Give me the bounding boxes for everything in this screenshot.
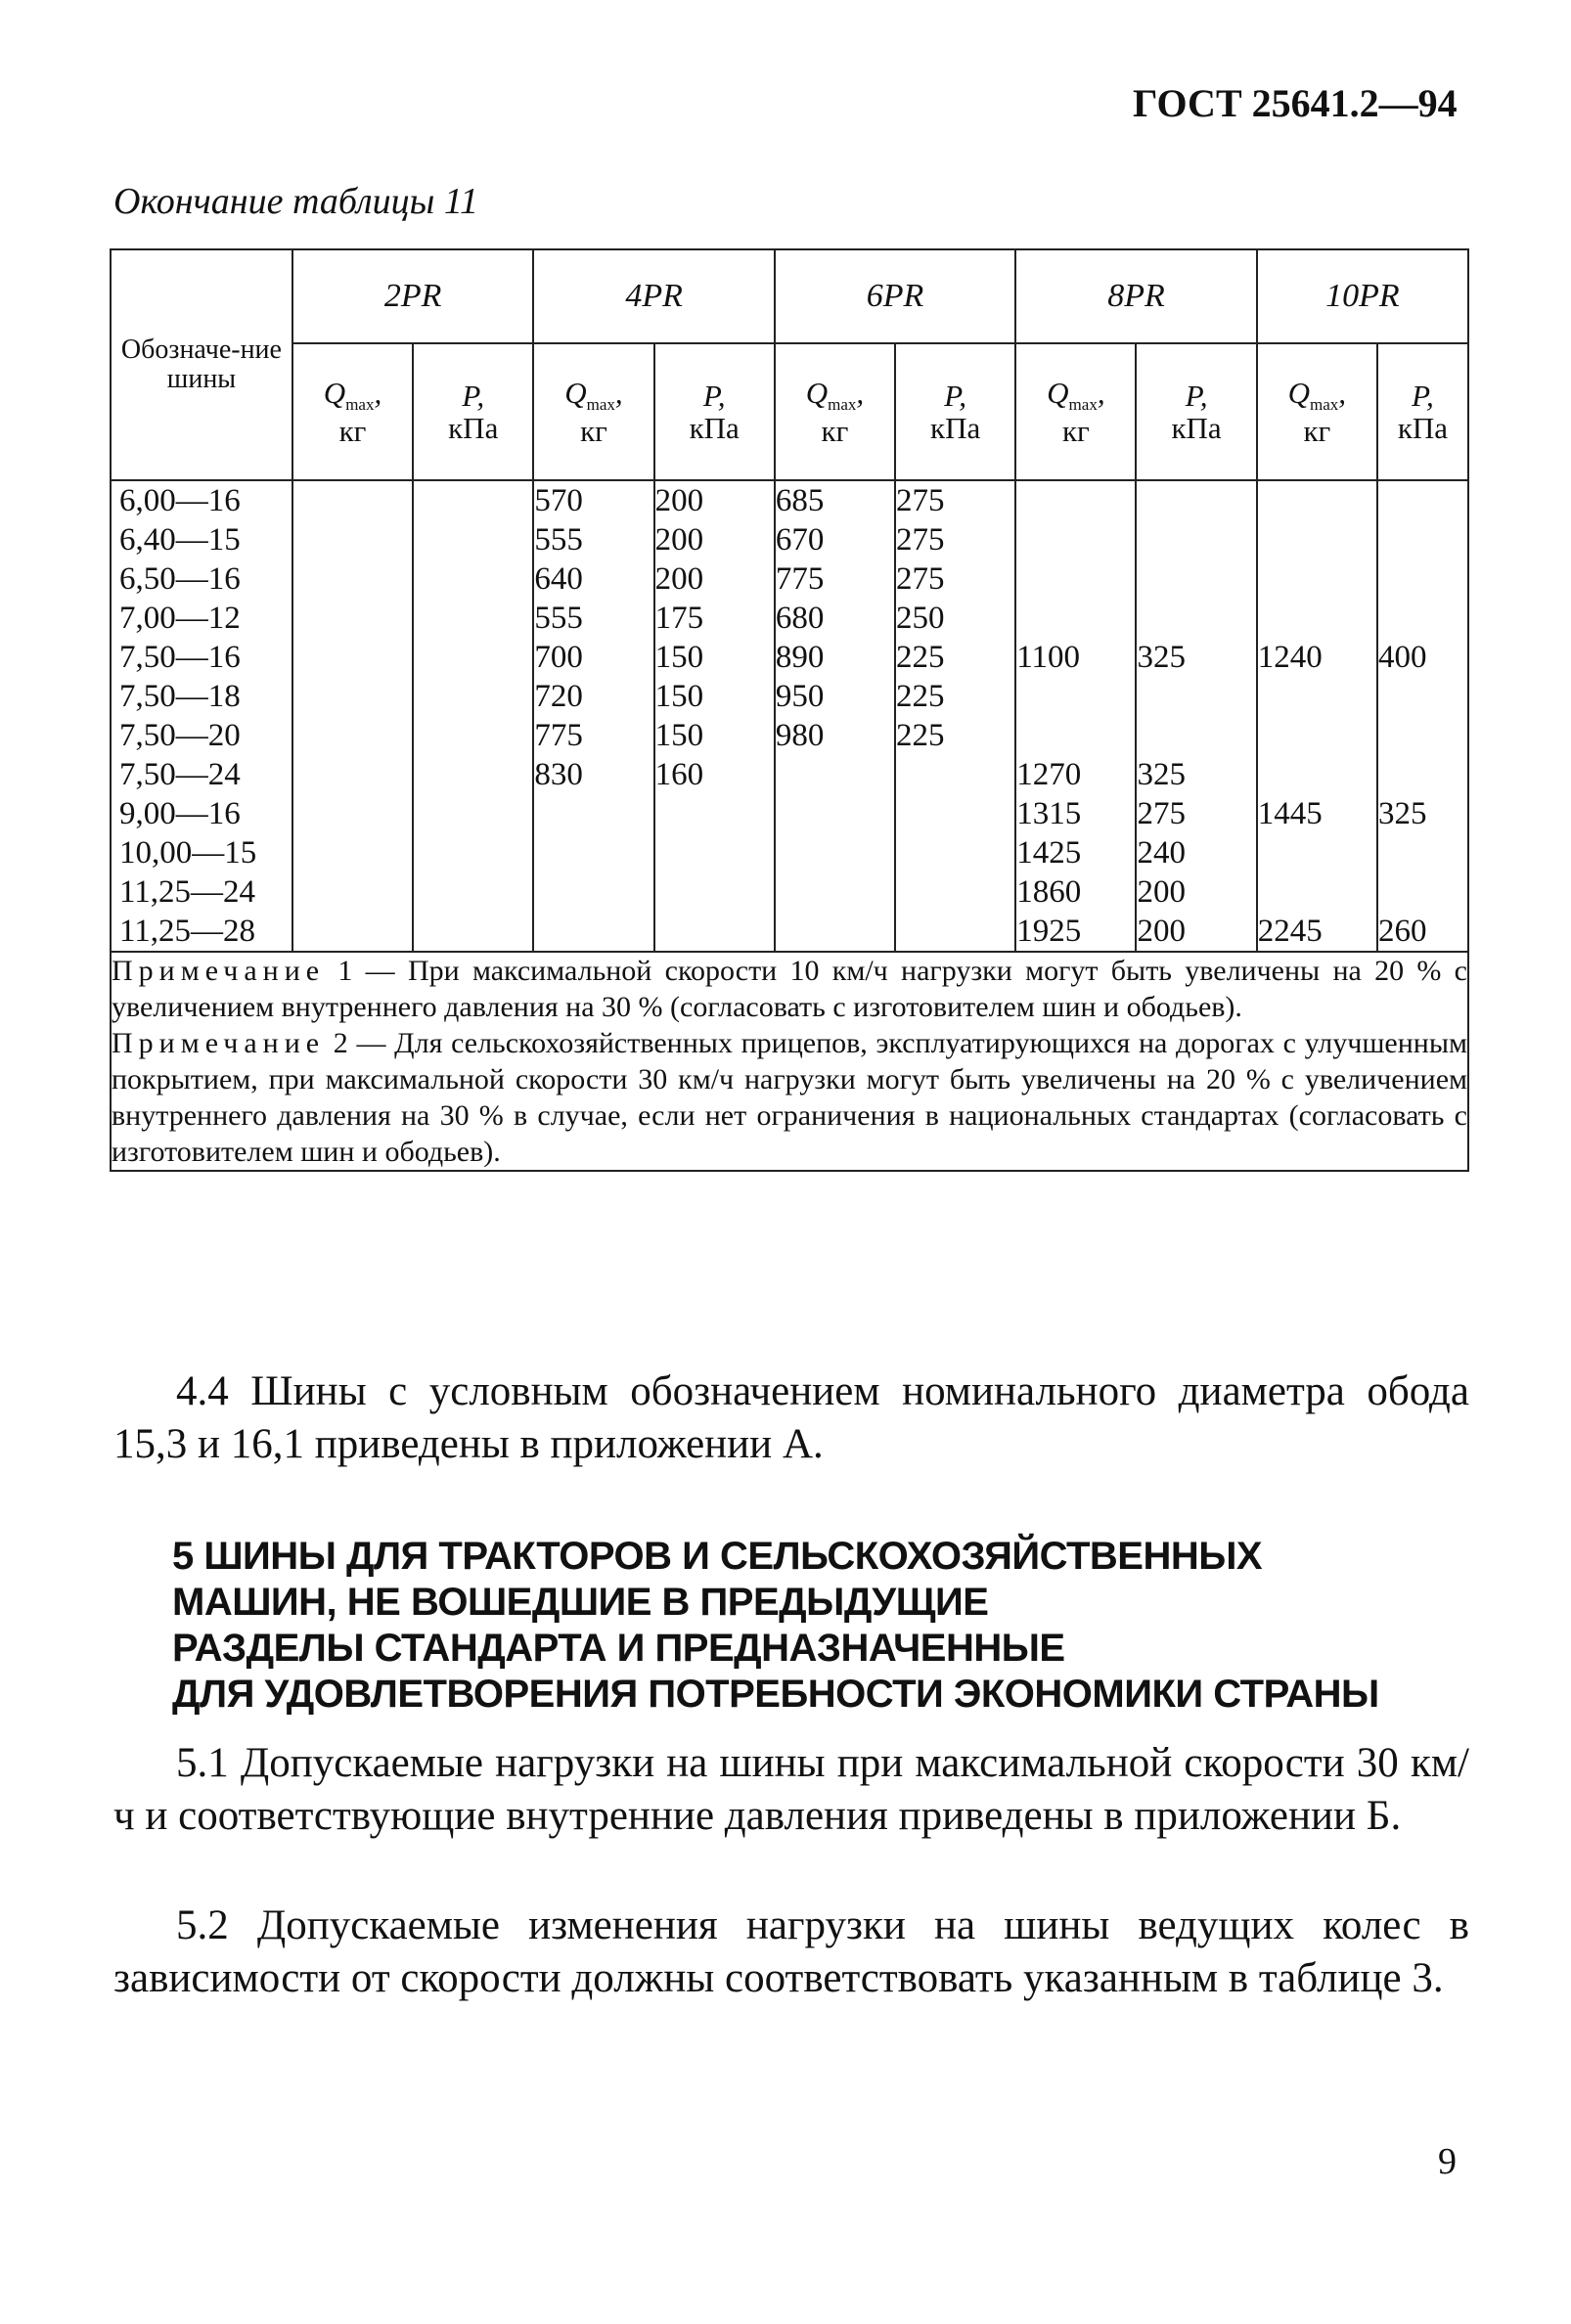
pressure-header: [1377, 343, 1468, 480]
load-cell: [1258, 755, 1376, 794]
tire-designation-cell: 6,00—16: [119, 483, 241, 518]
pressure-cell: [655, 872, 774, 912]
load-cell: [534, 833, 652, 872]
load-cell: 775: [775, 561, 825, 597]
load-cell: [1258, 833, 1376, 872]
pressure-cell: [1137, 520, 1255, 559]
pressure-header: [413, 343, 533, 480]
load-cell: 1425: [1016, 835, 1082, 871]
q-max-header: $Q_{max}$, кг: [775, 343, 895, 480]
pressure-cell: [1137, 599, 1255, 638]
pressure-cell: [1137, 716, 1255, 755]
note-1-label: Примечание: [112, 955, 326, 987]
pressure-cell: 225: [896, 718, 945, 753]
pressure-cell: 325: [1137, 757, 1186, 792]
section-heading-line: 5 ШИНЫ ДЛЯ ТРАКТОРОВ И СЕЛЬСКОХОЗЯЙСТВЕННЫХ: [172, 1535, 1263, 1578]
p-symbol: P,: [702, 378, 726, 413]
load-cell: [293, 520, 412, 559]
load-column: [775, 480, 895, 952]
table-caption: Окончание таблицы 11: [113, 181, 479, 222]
q-unit: кг: [580, 413, 607, 448]
load-cell: [1258, 599, 1376, 638]
load-cell: [776, 872, 894, 912]
load-cell: [534, 872, 652, 912]
pressure-cell: [655, 833, 774, 872]
load-cell: 1445: [1257, 796, 1323, 831]
q-symbol: Q: [1287, 375, 1310, 410]
load-cell: [1016, 677, 1135, 716]
pressure-cell: [896, 872, 1014, 912]
load-cell: [293, 677, 412, 716]
pressure-cell: 225: [896, 640, 945, 675]
pressure-column: [654, 480, 775, 952]
q-max-header: $Q_{max}$, кг: [292, 343, 413, 480]
note-1-text: 1 — При максимальной скорости 10 км/ч нагрузки могут быть увеличены на 20 % с увеличением внутреннего давления на 30 % (согласовать с изготовителем шин и ободьев).: [112, 955, 1467, 1023]
load-cell: 640: [534, 561, 583, 597]
q-subscript: max: [828, 395, 857, 415]
table-header-groups: [111, 249, 1468, 343]
load-cell: 1240: [1257, 640, 1323, 675]
paragraph-5-2: [113, 1899, 1469, 2005]
tire-designation-cell: 11,25—24: [119, 874, 256, 910]
p-unit: кПа: [1397, 411, 1449, 445]
load-cell: 720: [534, 679, 583, 714]
group-header-4pr: 4PR: [533, 249, 774, 343]
q-unit: кг: [1303, 413, 1331, 448]
pressure-cell: [414, 833, 532, 872]
pressure-column: [1136, 480, 1256, 952]
load-cell: [293, 833, 412, 872]
pressure-cell: [1378, 520, 1467, 559]
table-notes: [111, 952, 1468, 1171]
load-cell: 2245: [1257, 914, 1323, 949]
load-cell: 890: [775, 640, 825, 675]
load-cell: [1258, 481, 1376, 520]
load-cell: 1315: [1016, 796, 1082, 831]
load-cell: [776, 833, 894, 872]
p-symbol: P,: [944, 378, 966, 413]
p-unit: кПа: [1171, 411, 1222, 445]
p-symbol: P,: [462, 378, 485, 413]
section-heading-line: ДЛЯ УДОВЛЕТВОРЕНИЯ ПОТРЕБНОСТИ ЭКОНОМИКИ СТРАНЫ: [172, 1673, 1379, 1716]
pressure-header: [654, 343, 775, 480]
load-column: [1257, 480, 1377, 952]
table-data-block: [111, 480, 1468, 952]
q-unit: кг: [338, 413, 367, 448]
q-max-header: $Q_{max}$, кг: [1015, 343, 1136, 480]
pressure-cell: [414, 794, 532, 833]
q-subscript: max: [1310, 395, 1339, 415]
pressure-cell: [1378, 677, 1467, 716]
pressure-cell: [414, 677, 532, 716]
load-cell: 950: [775, 679, 825, 714]
pressure-cell: 200: [1137, 914, 1186, 949]
load-column: [533, 480, 653, 952]
pressure-column: [1377, 480, 1468, 952]
load-cell: [1016, 520, 1135, 559]
q-symbol: Q: [564, 375, 587, 410]
pressure-cell: [896, 912, 1014, 951]
load-cell: [293, 481, 412, 520]
q-symbol: Q: [805, 375, 829, 410]
pressure-cell: [414, 559, 532, 599]
tire-load-table: [110, 248, 1469, 1172]
paragraph-5-2-text: 5.2 Допускаемые изменения нагрузки на шины ведущих колес в зависимости от скорости должны соответствовать указанным в таблице 3.: [113, 1902, 1469, 2001]
section-heading-line: МАШИН, НЕ ВОШЕДШИЕ В ПРЕДЫДУЩИЕ: [172, 1581, 989, 1624]
pressure-cell: 275: [1137, 796, 1186, 831]
pressure-cell: 175: [654, 601, 704, 636]
load-cell: [293, 872, 412, 912]
group-header-8pr: 8PR: [1015, 249, 1256, 343]
q-subscript: max: [586, 395, 615, 415]
pressure-cell: [1378, 599, 1467, 638]
pressure-cell: [896, 794, 1014, 833]
tire-designation-column: [111, 480, 292, 952]
pressure-cell: [655, 794, 774, 833]
table-notes-row: [111, 952, 1468, 1171]
load-cell: 1100: [1016, 640, 1081, 675]
pressure-cell: 150: [654, 718, 704, 753]
p-symbol: P,: [1412, 378, 1434, 413]
q-unit: кг: [821, 413, 849, 448]
paragraph-4-4-text: 4.4 Шины с условным обозначением номинального диаметра обода 15,3 и 16,1 приведены в приложении А.: [113, 1368, 1469, 1467]
pressure-column: [895, 480, 1015, 952]
load-cell: [1016, 559, 1135, 599]
p-unit: кПа: [689, 411, 740, 445]
pressure-cell: [1137, 481, 1255, 520]
note-2-text: 2 — Для сельскохозяйственных прицепов, эксплуатирующихся на дорогах с улучшенным покрытием, при максимальной скорости 30 км/ч нагрузки могут быть увеличены на 20 % с увеличением внутреннего давления на 30 % в случае, если нет ограничения в национальных стандартах (согласовать с изготовителем шин и ободьев).: [112, 1027, 1467, 1168]
pressure-cell: [1378, 481, 1467, 520]
pressure-cell: [1378, 559, 1467, 599]
paragraph-4-4: [113, 1365, 1469, 1471]
load-cell: [776, 755, 894, 794]
p-unit: кПа: [930, 411, 981, 445]
document-header: ГОСТ 25641.2—94: [1133, 81, 1458, 125]
pressure-cell: [414, 599, 532, 638]
load-cell: [293, 716, 412, 755]
load-cell: [1016, 599, 1135, 638]
table-header-subcolumns: [111, 343, 1468, 480]
pressure-cell: [414, 912, 532, 951]
pressure-cell: [655, 912, 774, 951]
load-cell: 700: [534, 640, 583, 675]
load-cell: [1258, 716, 1376, 755]
q-unit: кг: [1061, 413, 1090, 448]
pressure-cell: [896, 833, 1014, 872]
load-cell: [293, 912, 412, 951]
load-cell: [293, 559, 412, 599]
load-cell: [293, 638, 412, 677]
pressure-cell: [414, 520, 532, 559]
pressure-cell: [414, 638, 532, 677]
load-cell: 555: [534, 601, 583, 636]
load-cell: [534, 794, 652, 833]
pressure-cell: [1378, 716, 1467, 755]
load-cell: 980: [775, 718, 825, 753]
tire-designation-cell: 9,00—16: [119, 796, 241, 831]
pressure-cell: 200: [654, 483, 704, 518]
load-cell: [1258, 520, 1376, 559]
pressure-cell: [896, 755, 1014, 794]
pressure-column: [413, 480, 533, 952]
load-cell: 670: [775, 522, 825, 558]
group-header-2pr: 2PR: [292, 249, 533, 343]
tire-designation-cell: 11,25—28: [119, 914, 256, 949]
load-cell: [534, 912, 652, 951]
q-max-header: $Q_{max}$, кг: [1257, 343, 1377, 480]
load-cell: 570: [534, 483, 583, 518]
pressure-cell: 200: [654, 522, 704, 558]
tire-designation-cell: 10,00—15: [119, 835, 257, 871]
load-cell: 680: [775, 601, 825, 636]
pressure-cell: [1378, 755, 1467, 794]
load-cell: 1925: [1016, 914, 1082, 949]
load-cell: 1860: [1016, 874, 1082, 910]
pressure-header: [895, 343, 1015, 480]
load-cell: 775: [534, 718, 583, 753]
page-number: 9: [1438, 2141, 1457, 2182]
pressure-cell: [1378, 833, 1467, 872]
q-max-header: $Q_{max}$, кг: [533, 343, 653, 480]
q-subscript: max: [345, 395, 375, 415]
load-cell: [293, 599, 412, 638]
tire-designation-cell: 7,50—20: [119, 718, 241, 753]
load-cell: [293, 755, 412, 794]
load-cell: [1258, 677, 1376, 716]
tire-designation-cell: 6,50—16: [119, 561, 241, 597]
load-cell: 555: [534, 522, 583, 558]
load-column: [1015, 480, 1136, 952]
pressure-cell: 400: [1377, 640, 1427, 675]
pressure-cell: [1378, 872, 1467, 912]
q-subscript: max: [1068, 395, 1098, 415]
group-header-6pr: 6PR: [775, 249, 1015, 343]
pressure-cell: 275: [896, 522, 945, 558]
group-header-10pr: 10PR: [1257, 249, 1468, 343]
load-cell: 1270: [1016, 757, 1082, 792]
pressure-cell: [414, 872, 532, 912]
section-heading-line: РАЗДЕЛЫ СТАНДАРТА И ПРЕДНАЗНАЧЕННЫЕ: [172, 1627, 1065, 1670]
note-2: [112, 1025, 1467, 1170]
load-column: [292, 480, 413, 952]
pressure-cell: 250: [896, 601, 945, 636]
pressure-cell: 160: [654, 757, 704, 792]
paragraph-5-1-text: 5.1 Допускаемые нагрузки на шины при максимальной скорости 30 км/ч и соответствующие внутренние давления приведены в приложении Б.: [113, 1740, 1469, 1839]
tire-designation-cell: 7,50—24: [119, 757, 241, 792]
q-symbol: Q: [1047, 375, 1069, 410]
pressure-cell: 240: [1137, 835, 1186, 871]
pressure-cell: [414, 716, 532, 755]
load-cell: 830: [534, 757, 583, 792]
paragraph-5-1: [113, 1737, 1469, 1843]
tire-designation-cell: 6,40—15: [119, 522, 241, 558]
pressure-header: [1136, 343, 1256, 480]
pressure-cell: [414, 755, 532, 794]
section-5-heading: [172, 1534, 1379, 1718]
p-unit: кПа: [448, 411, 499, 445]
pressure-cell: 325: [1137, 640, 1186, 675]
load-cell: [776, 912, 894, 951]
load-cell: [776, 794, 894, 833]
tire-designation-cell: 7,50—18: [119, 679, 241, 714]
pressure-cell: 200: [654, 561, 704, 597]
pressure-cell: [1137, 677, 1255, 716]
pressure-cell: 150: [654, 640, 704, 675]
tire-designation-cell: 7,50—16: [119, 640, 241, 675]
pressure-cell: 200: [1137, 874, 1186, 910]
tire-designation-header: Обозначе-ние шины: [111, 249, 292, 480]
pressure-cell: 225: [896, 679, 945, 714]
load-cell: [1258, 872, 1376, 912]
p-symbol: P,: [1185, 378, 1208, 413]
load-cell: [1016, 716, 1135, 755]
pressure-cell: [1137, 559, 1255, 599]
pressure-cell: [414, 481, 532, 520]
pressure-cell: 275: [896, 483, 945, 518]
pressure-cell: 325: [1377, 796, 1427, 831]
pressure-cell: 275: [896, 561, 945, 597]
load-cell: [1016, 481, 1135, 520]
tire-designation-cell: 7,00—12: [119, 601, 241, 636]
q-symbol: Q: [323, 375, 346, 410]
note-1: [112, 953, 1467, 1025]
pressure-cell: 150: [654, 679, 704, 714]
load-cell: [293, 794, 412, 833]
load-cell: 685: [775, 483, 825, 518]
note-2-label: Примечание: [112, 1027, 326, 1059]
load-cell: [1258, 559, 1376, 599]
pressure-cell: 260: [1377, 914, 1427, 949]
